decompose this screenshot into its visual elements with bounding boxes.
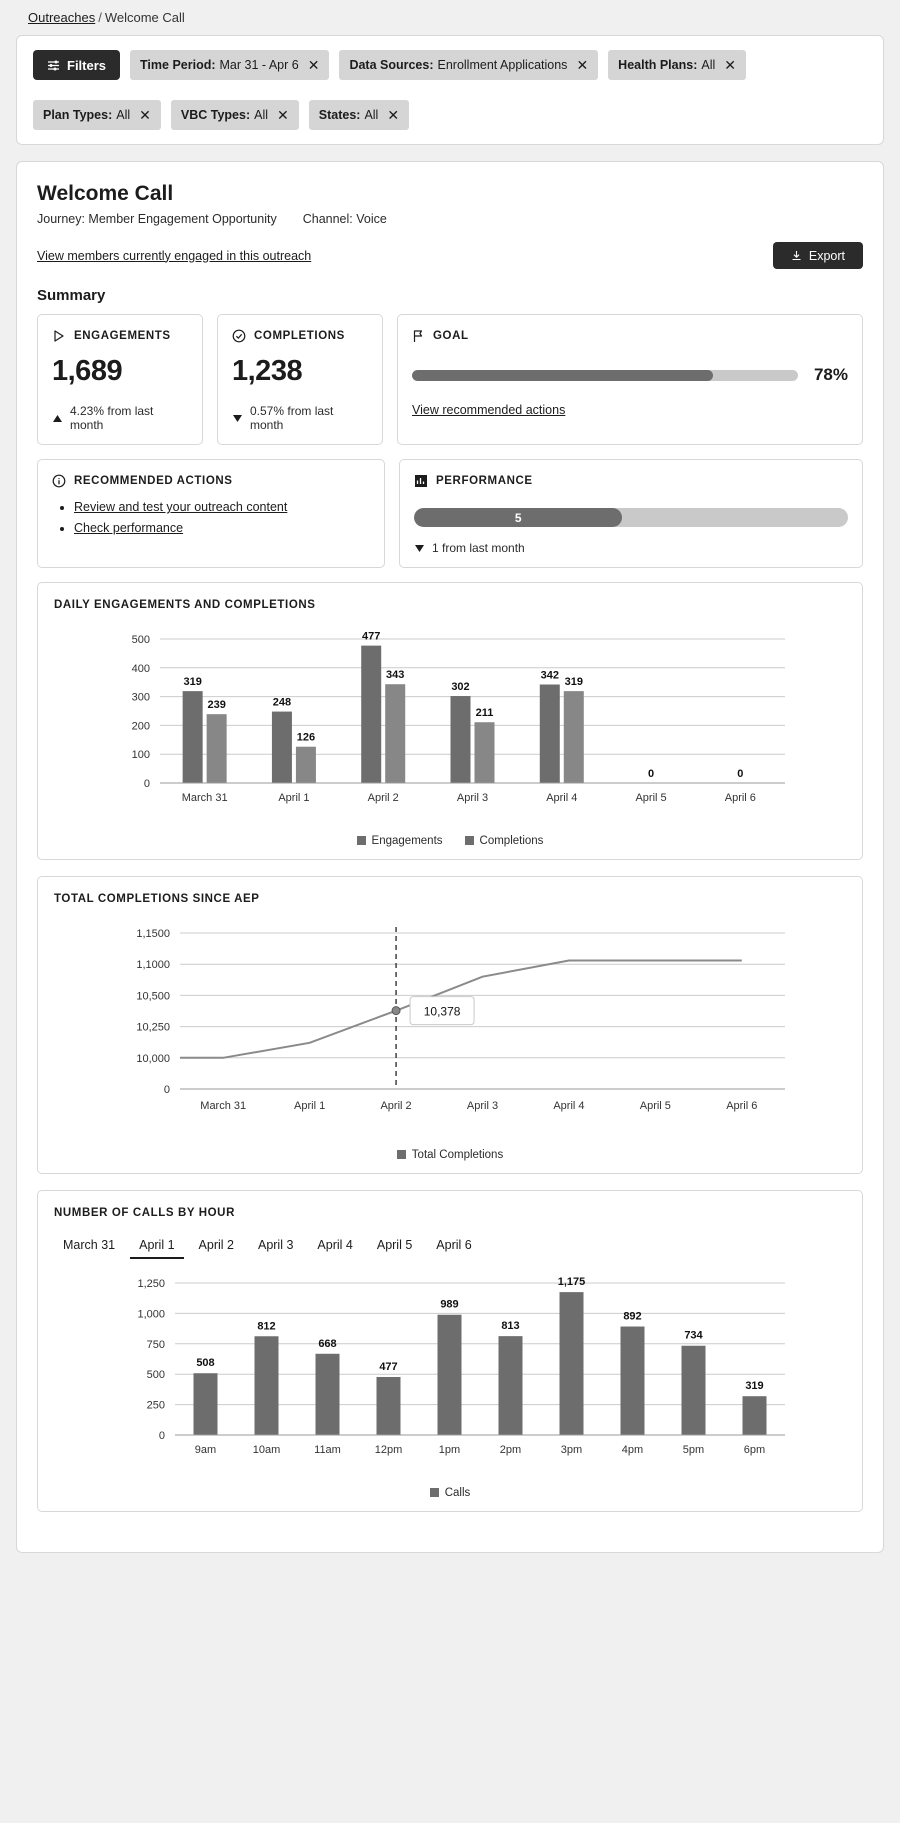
svg-text:211: 211 (475, 707, 494, 720)
arrow-down-icon (232, 414, 243, 423)
breadcrumb (16, 0, 884, 35)
journey-label: Journey: Member Engagement Opportunity (37, 212, 277, 226)
filters-button-label: Filters (67, 57, 107, 73)
arrow-up-icon (52, 414, 63, 423)
goal-percent: 78% (813, 365, 848, 384)
filter-icon (47, 60, 60, 71)
svg-text:477: 477 (379, 1360, 398, 1373)
close-icon[interactable]: ✕ (277, 107, 289, 123)
calls-by-hour-tabs (54, 1233, 846, 1259)
svg-text:April 5: April 5 (639, 1100, 671, 1112)
send-icon (52, 329, 66, 343)
chart-title: NUMBER OF CALLS BY HOUR (54, 1207, 235, 1219)
recommended-actions-list (52, 500, 370, 535)
svg-text:477: 477 (362, 630, 381, 643)
svg-text:10,378: 10,378 (423, 1004, 461, 1019)
svg-text:248: 248 (272, 696, 292, 709)
legend-swatch (430, 1488, 439, 1497)
svg-text:April 5: April 5 (635, 792, 667, 804)
svg-text:0: 0 (737, 768, 744, 780)
filter-chip-health-plans[interactable] (608, 50, 746, 80)
svg-text:343: 343 (386, 669, 405, 682)
chip-value: All (364, 108, 379, 122)
legend-label: Total Completions (411, 1149, 504, 1161)
svg-text:April 6: April 6 (726, 1100, 758, 1112)
chart-title: TOTAL COMPLETIONS SINCE AEP (54, 893, 260, 905)
svg-text:4pm: 4pm (621, 1444, 644, 1456)
svg-text:1,1500: 1,1500 (136, 928, 170, 940)
svg-text:12pm: 12pm (374, 1444, 403, 1456)
tile-label: RECOMMENDED ACTIONS (74, 475, 233, 487)
svg-text:10,250: 10,250 (136, 1021, 170, 1034)
chip-label: Data Sources: (349, 58, 434, 72)
legend-swatch (357, 836, 366, 845)
svg-text:1,000: 1,000 (137, 1308, 165, 1321)
list-item (74, 521, 370, 535)
svg-text:989: 989 (440, 1298, 459, 1311)
chip-label: Plan Types: (43, 108, 113, 122)
export-button[interactable] (773, 242, 863, 269)
svg-text:0: 0 (158, 1430, 165, 1442)
svg-text:10,500: 10,500 (136, 990, 170, 1003)
download-icon (791, 250, 802, 261)
chart-legend (54, 1487, 846, 1499)
svg-text:200: 200 (131, 720, 150, 733)
svg-text:319: 319 (183, 676, 202, 689)
svg-text:239: 239 (207, 699, 226, 712)
svg-text:126: 126 (296, 731, 316, 744)
chart-total-completions (37, 876, 863, 1174)
close-icon[interactable]: ✕ (724, 57, 736, 73)
tab-april-5[interactable]: April 5 (376, 1238, 413, 1252)
svg-text:0: 0 (648, 768, 655, 780)
legend-item-calls (430, 1487, 471, 1499)
tile-label: ENGAGEMENTS (74, 330, 171, 342)
view-recommended-actions-link[interactable]: View recommended actions (412, 403, 566, 417)
svg-text:1,1000: 1,1000 (136, 959, 170, 972)
export-button-label: Export (808, 248, 845, 263)
summary-heading: Summary (37, 287, 106, 304)
engagements-delta-text: 4.23% from last month (70, 404, 154, 432)
close-icon[interactable]: ✕ (387, 107, 400, 123)
svg-text:400: 400 (131, 662, 150, 675)
filter-chip-plan-types[interactable] (33, 100, 161, 130)
svg-text:April 3: April 3 (456, 792, 489, 804)
filter-bar (16, 35, 884, 145)
chart-legend (54, 1149, 846, 1161)
chip-label: States: (318, 108, 361, 122)
actions-row (37, 242, 863, 269)
svg-text:734: 734 (684, 1329, 703, 1342)
chip-label: VBC Types: (180, 108, 251, 122)
close-icon[interactable]: ✕ (139, 107, 151, 123)
tab-april-6[interactable]: April 6 (436, 1238, 472, 1252)
svg-text:March 31: March 31 (200, 1100, 247, 1112)
svg-text:668: 668 (318, 1337, 337, 1350)
summary-row-1 (37, 314, 863, 445)
performance-bar-track (414, 508, 848, 527)
svg-text:1,175: 1,175 (557, 1276, 586, 1289)
tab-april-4[interactable]: April 4 (317, 1238, 353, 1252)
check-circle-icon (232, 329, 246, 343)
filter-chip-vbc-types[interactable] (171, 100, 299, 130)
recommended-action-link[interactable]: Check performance (74, 521, 184, 535)
legend-label: Calls (444, 1487, 471, 1499)
svg-text:250: 250 (146, 1399, 165, 1412)
tile-completions (217, 314, 383, 445)
legend-item-completions (465, 835, 544, 847)
channel-label: Channel: Voice (302, 212, 387, 226)
chip-value: All (701, 58, 716, 72)
legend-label: Completions (479, 835, 544, 847)
svg-text:9am: 9am (194, 1444, 217, 1456)
svg-text:892: 892 (623, 1310, 642, 1323)
filter-chip-time-period[interactable] (130, 50, 329, 80)
svg-text:500: 500 (131, 634, 150, 646)
tab-april-3[interactable]: April 3 (257, 1238, 294, 1252)
svg-text:0: 0 (163, 1084, 170, 1096)
breadcrumb-separator: / (98, 10, 102, 25)
tab-april-1[interactable]: April 1 (130, 1233, 183, 1259)
filters-button[interactable] (33, 50, 120, 80)
svg-text:March 31: March 31 (181, 792, 228, 804)
engagements-value: 1,689 (52, 355, 123, 387)
close-icon[interactable]: ✕ (307, 57, 320, 73)
tile-engagements (37, 314, 203, 445)
svg-text:April 2: April 2 (367, 792, 399, 804)
performance-value: 5 (514, 510, 522, 525)
list-item (74, 500, 370, 514)
flag-icon (412, 329, 425, 343)
svg-text:319: 319 (745, 1380, 764, 1393)
summary-row-2 (37, 459, 863, 568)
outreach-meta (37, 212, 863, 226)
completions-value: 1,238 (232, 355, 303, 387)
performance-delta-text: 1 from last month (432, 541, 525, 555)
chart-daily-engagements-svg (100, 625, 800, 825)
completions-delta (232, 404, 368, 432)
svg-text:April 1: April 1 (278, 792, 310, 804)
tile-recommended-actions (37, 459, 385, 568)
svg-text:500: 500 (146, 1369, 165, 1382)
chip-value: All (254, 108, 269, 122)
svg-text:3pm: 3pm (560, 1444, 583, 1456)
tile-label: GOAL (433, 330, 469, 342)
svg-text:11am: 11am (314, 1444, 341, 1456)
svg-text:6pm: 6pm (743, 1444, 766, 1456)
svg-text:5pm: 5pm (682, 1444, 705, 1456)
goal-bar-track (412, 370, 798, 381)
svg-text:750: 750 (146, 1338, 165, 1351)
svg-text:300: 300 (131, 691, 150, 704)
legend-swatch (465, 836, 474, 845)
info-icon (52, 474, 66, 488)
breadcrumb-current: Welcome Call (104, 10, 185, 25)
svg-text:10am: 10am (252, 1444, 281, 1456)
chart-title: DAILY ENGAGEMENTS AND COMPLETIONS (54, 599, 316, 611)
performance-bar-fill (414, 508, 622, 527)
svg-text:1,250: 1,250 (137, 1278, 165, 1290)
filter-chip-data-sources[interactable] (339, 50, 598, 80)
chart-calls-by-hour (37, 1190, 863, 1512)
completions-delta-text: 0.57% from last month (250, 404, 334, 432)
arrow-down-icon (414, 544, 425, 553)
tile-label: COMPLETIONS (254, 330, 345, 342)
chip-value: All (116, 108, 131, 122)
chart-icon (414, 474, 428, 488)
svg-text:April 3: April 3 (466, 1100, 499, 1112)
chart-calls-by-hour-svg (100, 1267, 800, 1477)
svg-text:342: 342 (540, 669, 559, 682)
tab-april-2[interactable]: April 2 (198, 1238, 234, 1252)
tile-label: PERFORMANCE (436, 475, 533, 487)
view-members-link[interactable]: View members currently engaged in this outreach (37, 248, 312, 263)
tile-goal (397, 314, 863, 445)
svg-text:2pm: 2pm (499, 1444, 522, 1456)
legend-swatch (397, 1150, 406, 1159)
svg-text:April 2: April 2 (380, 1100, 412, 1112)
page-title: Welcome Call (37, 182, 174, 205)
svg-text:April 4: April 4 (553, 1100, 585, 1112)
recommended-action-link[interactable]: Review and test your outreach content (74, 500, 288, 514)
legend-label: Engagements (371, 835, 443, 847)
svg-text:812: 812 (257, 1320, 276, 1333)
svg-text:813: 813 (501, 1320, 520, 1333)
tab-march-31[interactable]: March 31 (63, 1238, 116, 1252)
breadcrumb-link-outreaches[interactable]: Outreaches (28, 10, 96, 25)
chip-label: Health Plans: (618, 58, 698, 72)
close-icon[interactable]: ✕ (576, 57, 589, 73)
svg-text:April 1: April 1 (294, 1100, 326, 1112)
svg-text:302: 302 (451, 681, 470, 694)
svg-text:1pm: 1pm (438, 1444, 461, 1456)
svg-text:319: 319 (564, 676, 583, 689)
chart-total-completions-svg (100, 919, 800, 1139)
svg-text:0: 0 (143, 778, 150, 790)
svg-text:508: 508 (196, 1357, 215, 1370)
svg-text:April 4: April 4 (546, 792, 578, 804)
filter-chip-states[interactable] (309, 100, 409, 130)
engagements-delta (52, 404, 188, 432)
chart-legend (54, 835, 846, 847)
legend-item-engagements (357, 835, 443, 847)
goal-progress (412, 365, 848, 385)
chart-daily-engagements (37, 582, 863, 860)
chip-label: Time Period: (140, 58, 216, 72)
svg-text:April 6: April 6 (724, 792, 756, 804)
performance-delta (414, 541, 848, 555)
tile-performance (399, 459, 863, 568)
svg-text:100: 100 (131, 749, 150, 762)
chip-value: Enrollment Applications (437, 58, 568, 72)
svg-text:10,000: 10,000 (136, 1052, 170, 1065)
main-panel (16, 161, 884, 1553)
legend-item-total-completions (397, 1149, 503, 1161)
chip-value: Mar 31 - Apr 6 (219, 58, 299, 72)
goal-bar-fill (412, 370, 713, 381)
